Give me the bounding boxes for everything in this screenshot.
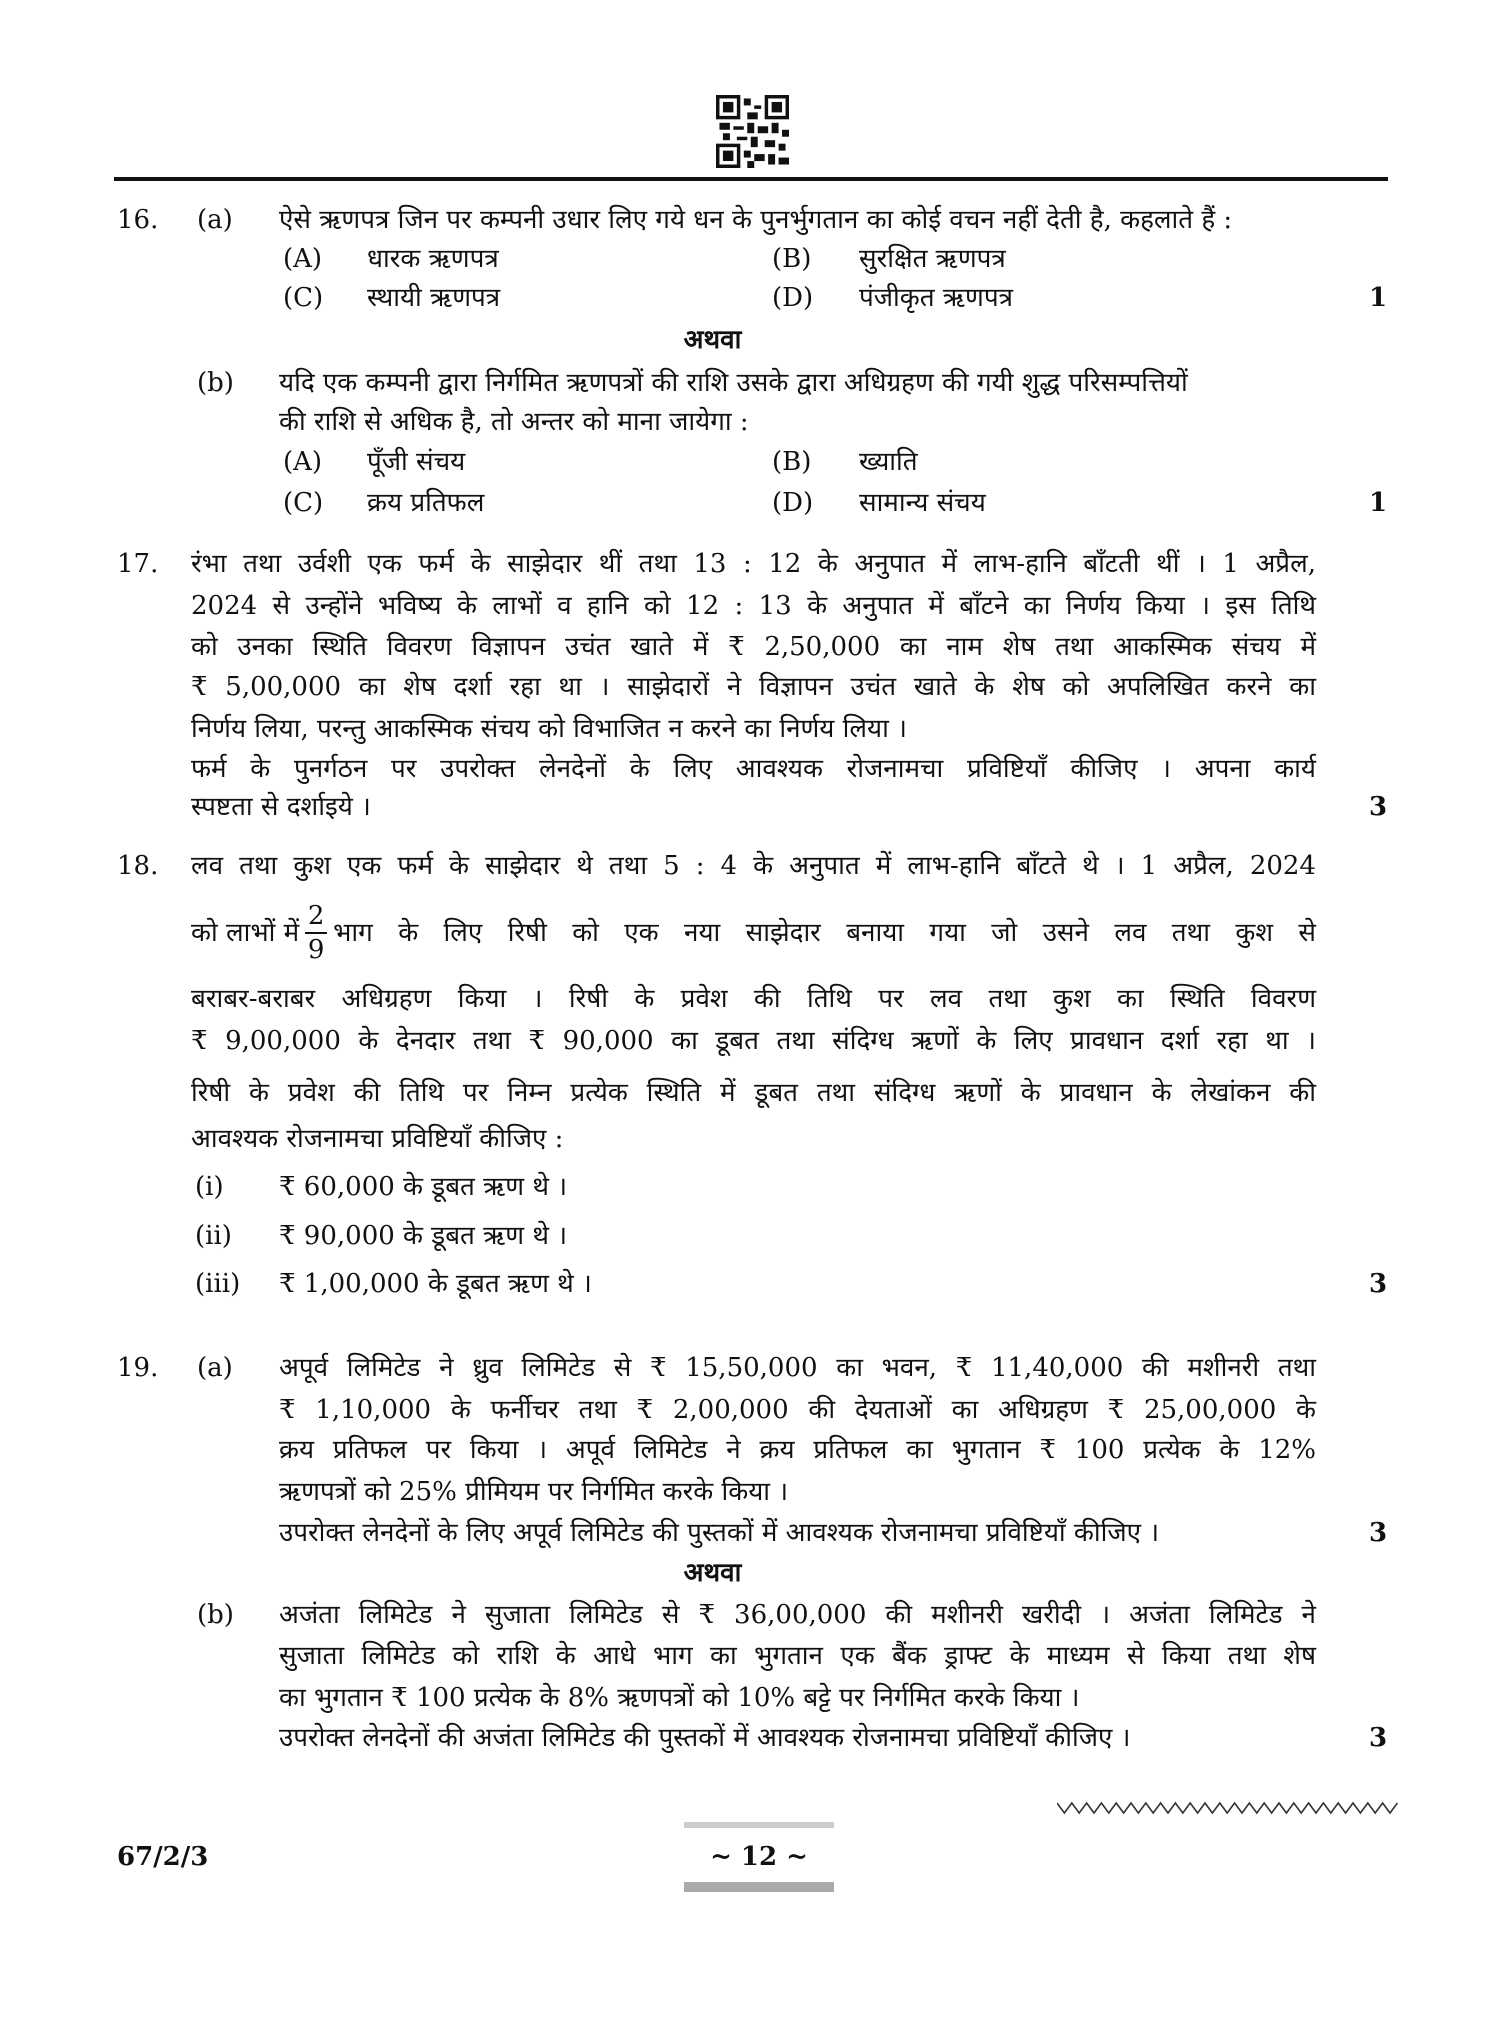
question-text: की राशि से अधिक है, तो अन्तर को माना जायेगा : <box>279 407 749 437</box>
question-text: रंभा तथा उर्वशी एक फर्म के साझेदार थीं तथा 13 : 12 के अनुपात में लाभ-हानि बाँटती थीं । 1 अप्रैल, <box>191 549 1316 579</box>
fraction-numerator: 2 <box>307 901 325 931</box>
option-label: (A) <box>283 244 323 274</box>
marks: 3 <box>1368 1518 1388 1548</box>
item-label: (iii) <box>195 1269 241 1299</box>
question-text: ₹ 1,10,000 के फर्नीचर तथा ₹ 2,00,000 की देयताओं का अधिग्रहण ₹ 25,00,000 के <box>279 1395 1316 1425</box>
zigzag-divider <box>1057 1800 1402 1816</box>
question-text: को उनका स्थिति विवरण विज्ञापन उचंत खाते में ₹ 2,50,000 का नाम शेष तथा आकस्मिक संचय में <box>191 632 1316 662</box>
question-text: लव तथा कुश एक फर्म के साझेदार थे तथा 5 : 4 के अनुपात में लाभ-हानि बाँटते थे । 1 अप्रैल, 2024 <box>191 851 1316 881</box>
option-text: सुरक्षित ऋणपत्र <box>859 244 1006 274</box>
option-label: (B) <box>772 244 812 274</box>
item-text: ₹ 60,000 के डूबत ऋण थे । <box>279 1172 568 1202</box>
question-text-with-fraction <box>191 900 1316 966</box>
question-number: 18. <box>117 851 159 881</box>
qr-code-icon <box>716 95 789 168</box>
header-rule <box>114 177 1388 181</box>
marks: 1 <box>1368 283 1388 313</box>
option-text: स्थायी ऋणपत्र <box>367 283 501 313</box>
marks: 3 <box>1368 1269 1388 1299</box>
item-text: ₹ 1,00,000 के डूबत ऋण थे । <box>279 1269 592 1299</box>
fraction-denominator: 9 <box>307 935 325 965</box>
question-text: उपरोक्त लेनदेनों की अजंता लिमिटेड की पुस्तकों में आवश्यक रोजनामचा प्रविष्टियाँ कीजिए । <box>279 1723 1131 1753</box>
question-text: को लाभों में <box>191 918 300 948</box>
question-text: का भुगतान ₹ 100 प्रत्येक के 8% ऋणपत्रों को 10% बट्टे पर निर्गमित करके किया । <box>279 1683 1080 1713</box>
marks: 3 <box>1368 792 1388 822</box>
option-text: सामान्य संचय <box>859 488 986 518</box>
item-label: (i) <box>195 1172 224 1202</box>
question-text: बराबर-बराबर अधिग्रहण किया । रिषी के प्रवेश की तिथि पर लव तथा कुश का स्थिति विवरण <box>191 984 1316 1014</box>
question-text: आवश्यक रोजनामचा प्रविष्टियाँ कीजिए : <box>191 1124 564 1154</box>
question-text: क्रय प्रतिफल पर किया । अपूर्व लिमिटेड ने क्रय प्रतिफल का भुगतान ₹ 100 प्रत्येक के 12% <box>279 1435 1316 1465</box>
question-text: फर्म के पुनर्गठन पर उपरोक्त लेनदेनों के लिए आवश्यक रोजनामचा प्रविष्टियाँ कीजिए । अपना कार्य <box>191 754 1316 784</box>
option-label: (D) <box>772 283 814 313</box>
part-label: (b) <box>197 368 234 398</box>
question-text: 2024 से उन्होंने भविष्य के लाभों व हानि को 12 : 13 के अनुपात में बाँटने का निर्णय किया । इस तिथि <box>191 591 1316 621</box>
or-divider: अथवा <box>683 1558 742 1588</box>
option-text: पूँजी संचय <box>367 447 466 477</box>
page-number-top-bar <box>684 1822 834 1828</box>
part-label: (a) <box>197 205 233 235</box>
question-text: रिषी के प्रवेश की तिथि पर निम्न प्रत्येक स्थिति में डूबत तथा संदिग्ध ऋणों के प्रावधान के लेखांकन की <box>191 1078 1316 1108</box>
option-text: ख्याति <box>859 447 918 477</box>
question-text: उपरोक्त लेनदेनों के लिए अपूर्व लिमिटेड की पुस्तकों में आवश्यक रोजनामचा प्रविष्टियाँ कीजिए । <box>279 1518 1160 1548</box>
question-text: ऋणपत्रों को 25% प्रीमियम पर निर्गमित करके किया । <box>279 1477 789 1507</box>
question-text: अजंता लिमिटेड ने सुजाता लिमिटेड से ₹ 36,00,000 की मशीनरी खरीदी । अजंता लिमिटेड ने <box>279 1600 1316 1630</box>
marks: 1 <box>1368 488 1388 518</box>
question-text: भाग के लिए रिषी को एक नया साझेदार बनाया गया जो उसने लव तथा कुश से <box>333 918 1316 948</box>
question-text: ₹ 9,00,000 के देनदार तथा ₹ 90,000 का डूबत तथा संदिग्ध ऋणों के लिए प्रावधान दर्शा रहा था । <box>191 1026 1316 1056</box>
option-label: (B) <box>772 447 812 477</box>
question-text: ₹ 5,00,000 का शेष दर्शा रहा था । साझेदारों ने विज्ञापन उचंत खाते के शेष को अपलिखित करने का <box>191 672 1316 702</box>
part-label: (b) <box>197 1600 234 1630</box>
question-number: 17. <box>117 549 159 579</box>
marks: 3 <box>1368 1723 1388 1753</box>
question-text: स्पष्टता से दर्शाइये । <box>191 792 371 822</box>
paper-code: 67/2/3 <box>117 1842 209 1872</box>
option-text: पंजीकृत ऋणपत्र <box>859 283 1013 313</box>
option-label: (C) <box>283 283 324 313</box>
option-text: क्रय प्रतिफल <box>367 488 485 518</box>
item-label: (ii) <box>195 1221 232 1251</box>
part-label: (a) <box>197 1353 233 1383</box>
option-label: (D) <box>772 488 814 518</box>
page-number: ~ 12 ~ <box>710 1842 808 1872</box>
fraction <box>305 900 327 966</box>
question-text: ऐसे ऋणपत्र जिन पर कम्पनी उधार लिए गये धन के पुनर्भुगतान का कोई वचन नहीं देती है, कहलाते हैं : <box>279 205 1233 235</box>
option-label: (C) <box>283 488 324 518</box>
or-divider: अथवा <box>683 325 742 355</box>
question-text: यदि एक कम्पनी द्वारा निर्गमित ऋणपत्रों की राशि उसके द्वारा अधिग्रहण की गयी शुद्ध परिसम्पत्तियों <box>279 368 1188 398</box>
option-label: (A) <box>283 447 323 477</box>
page-number-bottom-bar <box>684 1882 834 1892</box>
option-text: धारक ऋणपत्र <box>367 244 499 274</box>
item-text: ₹ 90,000 के डूबत ऋण थे । <box>279 1221 568 1251</box>
question-number: 19. <box>117 1353 159 1383</box>
question-number: 16. <box>117 205 159 235</box>
question-text: सुजाता लिमिटेड को राशि के आधे भाग का भुगतान एक बैंक ड्राफ्ट के माध्यम से किया तथा शेष <box>279 1641 1316 1671</box>
question-text: अपूर्व लिमिटेड ने ध्रुव लिमिटेड से ₹ 15,50,000 का भवन, ₹ 11,40,000 की मशीनरी तथा <box>279 1353 1316 1383</box>
question-text: निर्णय लिया, परन्तु आकस्मिक संचय को विभाजित न करने का निर्णय लिया । <box>191 714 907 744</box>
